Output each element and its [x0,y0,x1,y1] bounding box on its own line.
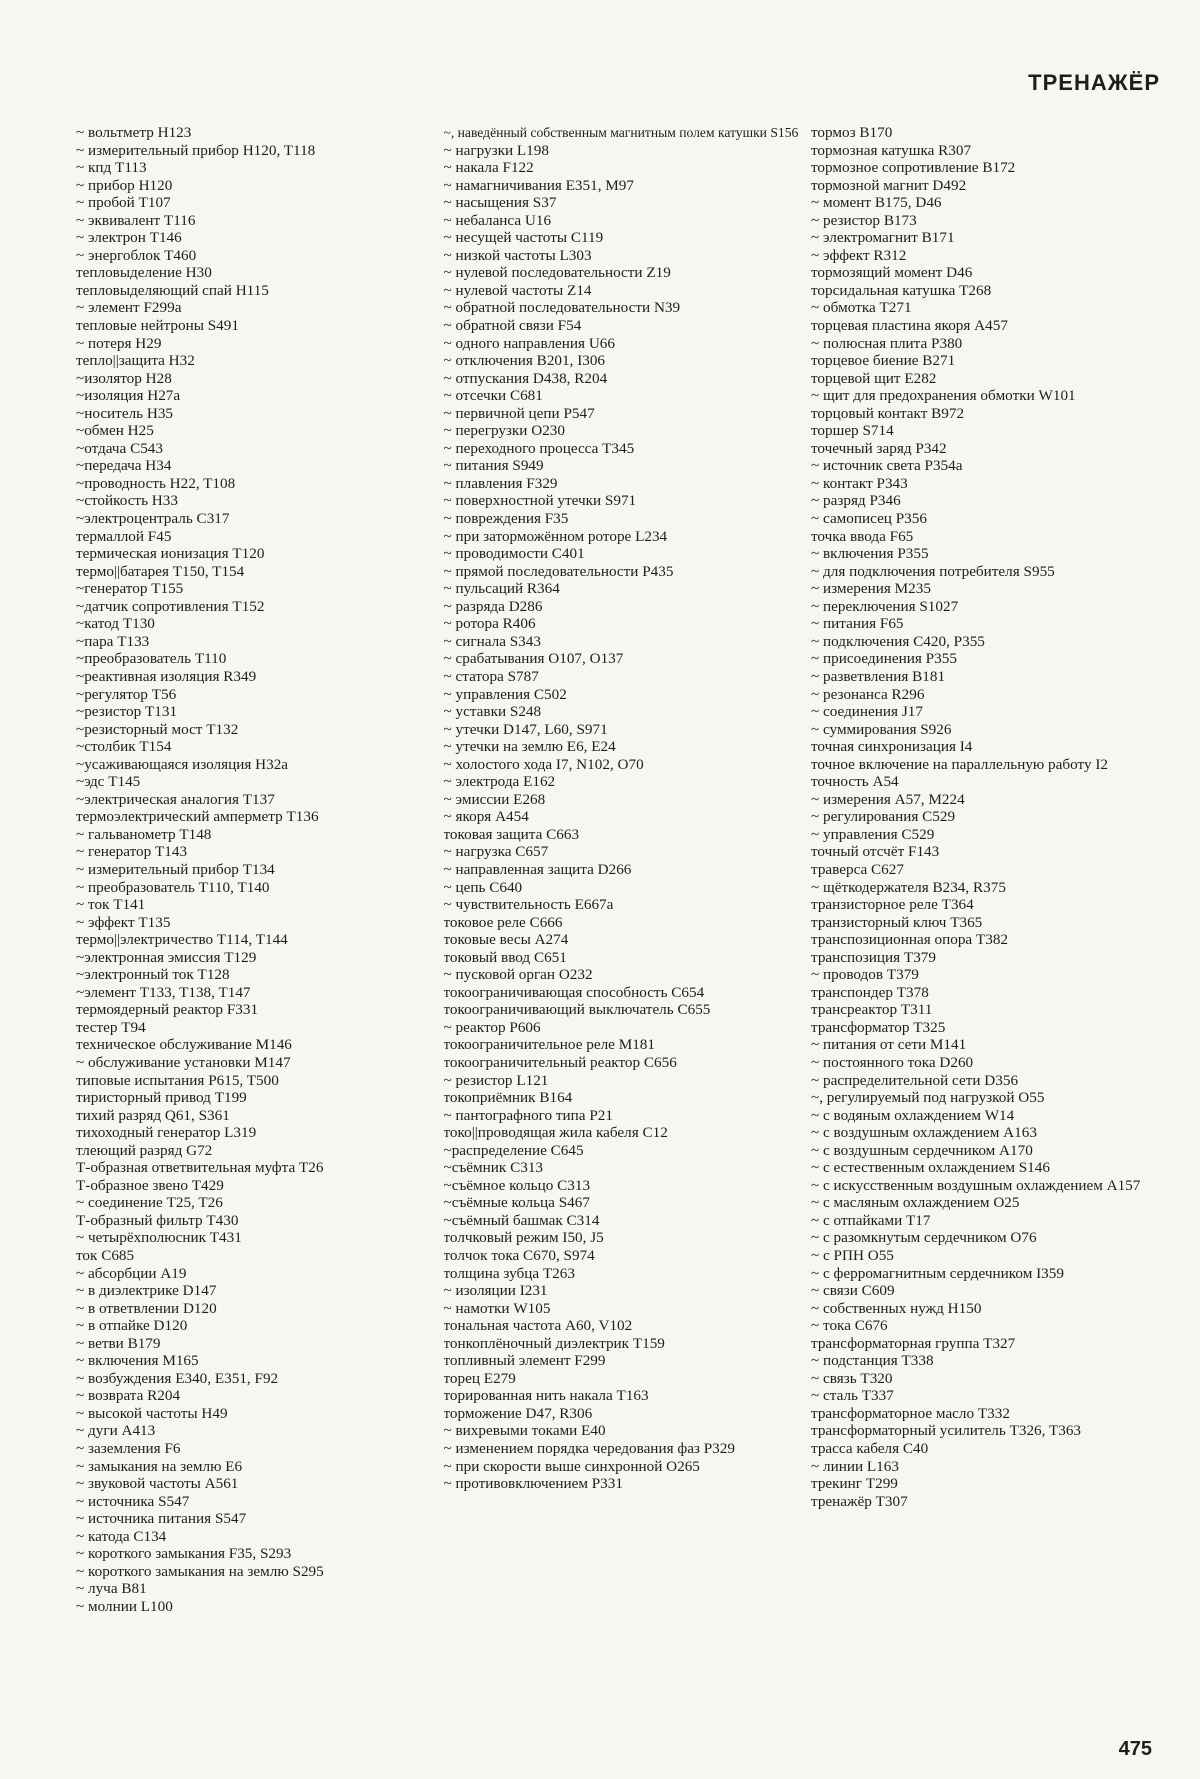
index-entry: ~ одного направления U66 [443,334,615,352]
index-entry: ~ резистор B173 [811,211,917,229]
index-entry: ~ потеря H29 [76,334,162,352]
index-entry: ~ пантографного типа P21 [443,1106,613,1124]
index-entry: торцевой щит E282 [811,369,937,387]
index-entry: тепловыделение H30 [76,264,212,282]
index-entry: ~ отсечки C681 [443,387,543,405]
page-number: 475 [1118,1738,1152,1760]
index-entry: ~съёмник C313 [443,1159,544,1177]
index-entry: ~ подстанция T338 [811,1352,934,1370]
index-entry: ~ обслуживание установки M147 [76,1053,291,1071]
index-entry: ~ гальванометр T148 [76,825,212,843]
index-entry: ~катод T130 [76,615,155,633]
index-entry: торшер S714 [811,422,894,440]
index-entry: ~эдс T145 [76,773,141,791]
index-entry: ~распределение C645 [443,1141,584,1159]
index-entry: ~ отключения B201, I306 [443,352,606,370]
index-entry: ~ с воздушным сердечником A170 [811,1141,1033,1159]
index-entry: точная синхронизация I4 [811,738,973,756]
index-entry: ~ короткого замыкания F35, S293 [76,1545,292,1563]
index-entry: токовые весы A274 [443,931,569,949]
index-entry: ~ постоянного тока D260 [811,1053,974,1071]
index-entry: ~ разряда D286 [443,597,543,615]
index-entry: ~ источник света P354a [811,457,963,475]
index-entry: ~отдача C543 [76,439,163,457]
index-entry: точность A54 [811,773,899,791]
index-entry: ~ намотки W105 [443,1299,551,1317]
index-entry: ~ проводимости C401 [443,545,585,563]
index-entry: Т-образное звено T429 [76,1176,224,1194]
index-entry: ~съёмное кольцо C313 [443,1176,591,1194]
index-entry: ~ изоляции I231 [443,1282,548,1300]
index-entry: ~ преобразователь T110, T140 [76,878,270,896]
index-entry: ~ чувствительность E667a [443,896,614,914]
index-entry: ~ короткого замыкания на землю S295 [76,1562,324,1580]
index-entry: ~элемент T133, T138, T147 [76,983,251,1001]
index-entry: тепловые нейтроны S491 [76,317,239,335]
index-entry: ~ включения M165 [76,1352,199,1370]
index-entry: ~ энергоблок T460 [76,246,197,264]
index-entry: ~ соединение T25, T26 [76,1194,223,1212]
index-entry: ~ с РПН O55 [811,1247,894,1264]
index-entry: ~ резонанса R296 [811,685,925,703]
index-entry: ~ дуги A413 [76,1422,156,1440]
index-entry: ~ нагрузка C657 [443,843,549,861]
index-entry: торцевая пластина якоря A457 [811,317,1008,335]
index-entry: ~ в отпайке D120 [76,1317,188,1335]
index-entry: трансформаторная группа T327 [811,1334,1016,1352]
index-entry: ~ ветви B179 [76,1334,161,1352]
index-entry: токовое реле C666 [443,913,563,931]
index-entry: ~ сталь T337 [811,1387,894,1405]
index-entry: тормозящий момент D46 [811,264,973,282]
index-entry: токоприёмник B164 [443,1089,573,1107]
index-entry: ~ электромагнит B171 [811,229,955,247]
index-entry: тестер T94 [76,1018,146,1036]
index-entry: тихоходный генератор L319 [76,1124,257,1142]
index-entry: ~ для подключения потребителя S955 [811,562,1055,580]
index-entry: ~ отпускания D438, R204 [443,369,608,387]
index-entry: тренажёр T307 [811,1492,908,1510]
index-entry: торец E279 [443,1369,516,1387]
index-entry: ~ луча B81 [76,1580,147,1598]
index-entry: ~ собственных нужд H150 [811,1299,982,1317]
index-entry: токовый ввод C651 [443,948,567,966]
index-entry: ~ измерения A57, M224 [811,790,965,808]
index-entry: топливный элемент F299 [443,1352,606,1370]
index-entry: ~ противовключением P331 [443,1475,623,1493]
index-entry: ~ с разомкнутым сердечником O76 [811,1229,1037,1247]
index-entry: ~ с водяным охлаждением W14 [811,1106,1015,1124]
index-entry: ~съёмный башмак C314 [443,1211,600,1229]
index-entry: тормозной магнит D492 [811,176,967,194]
index-entry: ~ плавления F329 [443,474,558,492]
index-entry: ~ уставки S248 [443,703,542,721]
index-entry: ~изоляция H27a [76,387,181,405]
index-entry: токоограничивающая способность C654 [443,983,705,1001]
index-entry: ~ электрода E162 [443,773,556,791]
index-entry: ~ заземления F6 [76,1440,181,1458]
index-entry: траверса C627 [811,860,904,878]
index-entry: ~ разряд P346 [811,492,901,510]
index-entry: ~генератор T155 [76,580,184,598]
index-entry: ~ с искусственным воздушным охлаждением A157 [811,1176,1141,1194]
index-entry: ~ электрон T146 [76,229,182,247]
index-entry: ~передача H34 [76,457,172,475]
index-entry: ~, регулируемый под нагрузкой O55 [811,1089,1045,1107]
index-entry: точечный заряд P342 [811,439,947,457]
index-entry: ~ при скорости выше синхронной O265 [443,1457,700,1475]
index-entry: ~ прямой последовательности P435 [443,562,674,580]
index-entry: торсидальная катушка T268 [811,281,992,299]
index-entry: ~ прибор H120 [76,176,173,194]
index-entry: ~ катода C134 [76,1527,167,1545]
index-entry: ~ с отпайками T17 [811,1211,931,1229]
index-entry: ~ утечки на землю E6, E24 [443,738,616,756]
index-entry: ~ перегрузки O230 [443,422,565,440]
index-entry: ~съёмные кольца S467 [443,1194,590,1212]
index-entry: тормозное сопротивление B172 [811,159,1016,177]
index-entry: ~ разветвления B181 [811,667,946,685]
index-entry: торированная нить накала T163 [443,1387,649,1405]
index-entry: токоограничивающий выключатель C655 [443,1001,711,1019]
index-entry: ~ цепь C640 [443,878,523,896]
index-entry: толчок тока C670, S974 [443,1247,595,1264]
index-entry: ~обмен H25 [76,422,154,440]
index-entry: тормозная катушка R307 [811,141,972,159]
index-entry: торможение D47, R306 [443,1404,593,1422]
index-entry: ~ управления C529 [811,825,935,843]
index-entry: ~пара T133 [76,632,150,650]
index-entry: Т-образная ответвительная муфта T26 [76,1159,324,1177]
index-entry: ~ с естественным охлаждением S146 [811,1159,1050,1177]
index-entry: ~ подключения C420, P355 [811,632,985,650]
index-entry: ~проводность H22, T108 [76,474,236,492]
index-entry: ~ регулирования C529 [811,808,956,826]
index-entry: ~реактивная изоляция R349 [76,667,257,685]
index-entry: ~ момент B175, D46 [811,194,942,212]
index-entry: ~ возврата R204 [76,1387,181,1405]
index-entry: ~ питания S949 [443,457,544,475]
index-entry: токовая защита C663 [443,825,580,843]
index-entry: ~ самописец P356 [811,510,927,528]
index-entry: ~ небаланса U16 [443,211,552,229]
index-entry: токоограничительный реактор C656 [443,1053,677,1071]
index-entry: ~ полюсная плита P380 [811,334,963,352]
index-entry: ~ звуковой частоты A561 [76,1475,239,1493]
index-entry: ~электроцентраль C317 [76,510,230,528]
index-entry: термаллой F45 [76,527,172,545]
index-entry: трекинг T299 [811,1475,898,1493]
index-entry: тихий разряд Q61, S361 [76,1106,230,1124]
index-entry: трансформатор T325 [811,1018,946,1036]
index-entry: ~электрическая аналогия T137 [76,790,275,808]
index-entry: ~электронная эмиссия T129 [76,948,257,966]
index-entry: ~ накала F122 [443,159,534,177]
index-entry: точный отсчёт F143 [811,843,940,861]
index-entry: ~ срабатывания O107, O137 [443,650,624,668]
index-entry: ~ источника питания S547 [76,1510,247,1528]
index-entry: трансреактор T311 [811,1001,933,1019]
index-entry: ~датчик сопротивления T152 [76,597,265,615]
index-entry: токоограничительное реле M181 [443,1036,655,1054]
index-entry: ~, наведённый собственным магнитным полем катушки S156 [443,125,799,140]
index-entry: ~ нулевой последовательности Z19 [443,264,671,282]
index-entry: толщина зубца T263 [443,1264,575,1282]
index-entry: ~носитель H35 [76,404,174,422]
index-entry: транспозиционная опора T382 [811,931,1009,949]
index-entry: ~ питания от сети M141 [811,1036,967,1054]
index-entry: ~ реактор P606 [443,1018,541,1036]
index-entry: ~ кпд T113 [76,159,147,177]
index-entry: тиристорный привод T199 [76,1089,247,1107]
index-entry: трасса кабеля C40 [811,1440,929,1458]
index-entry: ~ резистор L121 [443,1071,549,1089]
index-entry: ~ с ферромагнитным сердечником I359 [811,1264,1064,1282]
index-entry: ~ четырёхполюсник T431 [76,1229,242,1247]
index-entry: ~ распределительной сети D356 [811,1071,1019,1089]
index-entry: транспондер T378 [811,983,929,1001]
index-entry: типовые испытания P615, T500 [76,1071,279,1089]
index-entry: тепловыделяющий спай H115 [76,281,269,299]
index-entry: ~регулятор T56 [76,685,177,703]
index-entry: ~ пульсаций R364 [443,580,560,598]
index-entry: термо||батарея T150, T154 [76,562,245,580]
index-entry: ~ измерения M235 [811,580,931,598]
index-entry: ~ источника S547 [76,1492,190,1510]
index-entry: ~ утечки D147, L60, S971 [443,720,608,738]
index-entry: ~ вихревыми токами E40 [443,1422,606,1440]
index-column-1 [76,124,431,1734]
index-entry: ~ замыкания на землю E6 [76,1457,243,1475]
index-entry: ~ обмотка T271 [811,299,912,317]
index-entry: ~ эквивалент T116 [76,211,196,229]
index-entry: ~ пробой T107 [76,194,171,212]
index-entry: термическая ионизация T120 [76,545,265,563]
index-entry: ~ намагничивания E351, M97 [443,176,634,194]
index-entry: ~ обратной последовательности N39 [443,299,681,317]
index-entry: ~ тока C676 [811,1317,888,1335]
index-entry: ~ высокой частоты H49 [76,1404,228,1422]
index-entry: ток C685 [76,1247,135,1264]
index-entry: ~ насыщения S37 [443,194,557,212]
index-entry: ~ соединения J17 [811,703,923,721]
index-entry: термо||электричество T114, T144 [76,931,288,949]
index-entry: ~ возбуждения E340, E351, F92 [76,1369,279,1387]
index-entry: тональная частота A60, V102 [443,1317,633,1335]
index-entry: ~ поверхностной утечки S971 [443,492,637,510]
index-column-2 [444,124,799,1734]
index-entry: ~усаживающаяся изоляция H32a [76,755,289,773]
index-entry: ~ с масляным охлаждением O25 [811,1194,1020,1212]
index-entry: ~ направленная защита D266 [443,860,632,878]
index-entry: ~ переключения S1027 [811,597,959,615]
index-entry: ~ элемент F299a [76,299,182,317]
index-entry: ~преобразователь T110 [76,650,227,668]
index-entry: ~ обратной связи F54 [443,317,582,335]
index-entry: ~ первичной цепи P547 [443,404,595,422]
index-entry: техническое обслуживание M146 [76,1036,292,1054]
index-entry: тормоз B170 [811,124,893,141]
index-entry: точка ввода F65 [811,527,914,545]
index-entry: ~ генератор T143 [76,843,188,861]
index-entry: ~ связь T320 [811,1369,893,1387]
index-entry: ~ щит для предохранения обмотки W101 [811,387,1076,405]
index-entry: ~ в диэлектрике D147 [76,1282,217,1300]
index-entry: ~ пусковой орган O232 [443,966,593,984]
index-entry: ~ эффект R312 [811,246,907,264]
index-entry: ~ эмиссии E268 [443,790,546,808]
index-entry: ~ молнии L100 [76,1597,173,1615]
index-entry: ~ ток T141 [76,896,146,914]
index-entry: транзисторное реле T364 [811,896,974,914]
index-entry: Т-образный фильтр T430 [76,1211,239,1229]
index-entry: ~ низкой частоты L303 [443,246,592,264]
index-entry: ~ присоединения P355 [811,650,957,668]
index-entry: трансформаторное масло T332 [811,1404,1010,1422]
index-columns [76,124,1166,1734]
index-entry: толчковый режим I50, J5 [443,1229,604,1247]
index-entry: ~ линии L163 [811,1457,899,1475]
index-entry: ~ статора S787 [443,667,539,685]
index-entry: ~ измерительный прибор H120, T118 [76,141,316,159]
index-entry: ~ якоря A454 [443,808,529,826]
page-header: ТРЕНАЖЁР [1028,70,1160,95]
index-entry: ~резисторный мост T132 [76,720,239,738]
index-entry: тонкоплёночный диэлектрик T159 [443,1334,665,1352]
index-entry: ~ вольтметр H123 [76,124,192,141]
index-entry: торцовый контакт B972 [811,404,965,422]
index-column-3 [811,124,1166,1734]
index-entry: ~резистор T131 [76,703,178,721]
index-entry: ~ управления C502 [443,685,567,703]
index-entry: ~ суммирования S926 [811,720,952,738]
index-entry: ~ при заторможённом роторе L234 [443,527,668,545]
index-entry: ~ связи C609 [811,1282,895,1300]
index-entry: термоэлектрический амперметр T136 [76,808,319,826]
index-entry: ~ питания F65 [811,615,904,633]
index-entry: трансформаторный усилитель T326, T363 [811,1422,1082,1440]
index-entry: ~ в ответвлении D120 [76,1299,217,1317]
index-entry: ~ включения P355 [811,545,929,563]
index-entry: ~изолятор H28 [76,369,172,387]
index-entry: ~ переходного процесса T345 [443,439,635,457]
index-entry: ~ нагрузки L198 [443,141,549,159]
index-entry: транзисторный ключ T365 [811,913,983,931]
index-entry: ~ контакт P343 [811,474,908,492]
index-entry: ~электронный ток T128 [76,966,230,984]
index-entry: ~ измерительный прибор T134 [76,860,275,878]
index-entry: ~ сигнала S343 [443,632,541,650]
index-entry: ~столбик T154 [76,738,172,756]
index-entry: ~ изменением порядка чередования фаз P329 [443,1440,735,1458]
index-entry: точное включение на параллельную работу I2 [811,755,1108,773]
index-entry: ~стойкость H33 [76,492,178,510]
index-entry: транспозиция T379 [811,948,936,966]
index-entry: тепло||защита H32 [76,352,195,370]
index-entry: ~ щёткодержателя B234, R375 [811,878,1006,896]
index-entry: ~ абсорбции A19 [76,1264,187,1282]
index-entry: ~ проводов T379 [811,966,919,984]
index-entry: термоядерный реактор F331 [76,1001,259,1019]
index-entry: тлеющий разряд G72 [76,1141,213,1159]
index-entry: ~ нулевой частоты Z14 [443,281,592,299]
index-entry: ~ эффект T135 [76,913,171,931]
index-entry: торцевое биение B271 [811,352,956,370]
index-entry: ~ повреждения F35 [443,510,569,528]
index-entry: токо||проводящая жила кабеля C12 [443,1124,668,1142]
index-entry: ~ холостого хода I7, N102, O70 [443,755,644,773]
index-entry: ~ ротора R406 [443,615,536,633]
index-entry: ~ несущей частоты C119 [443,229,604,247]
index-entry: ~ с воздушным охлаждением A163 [811,1124,1037,1142]
